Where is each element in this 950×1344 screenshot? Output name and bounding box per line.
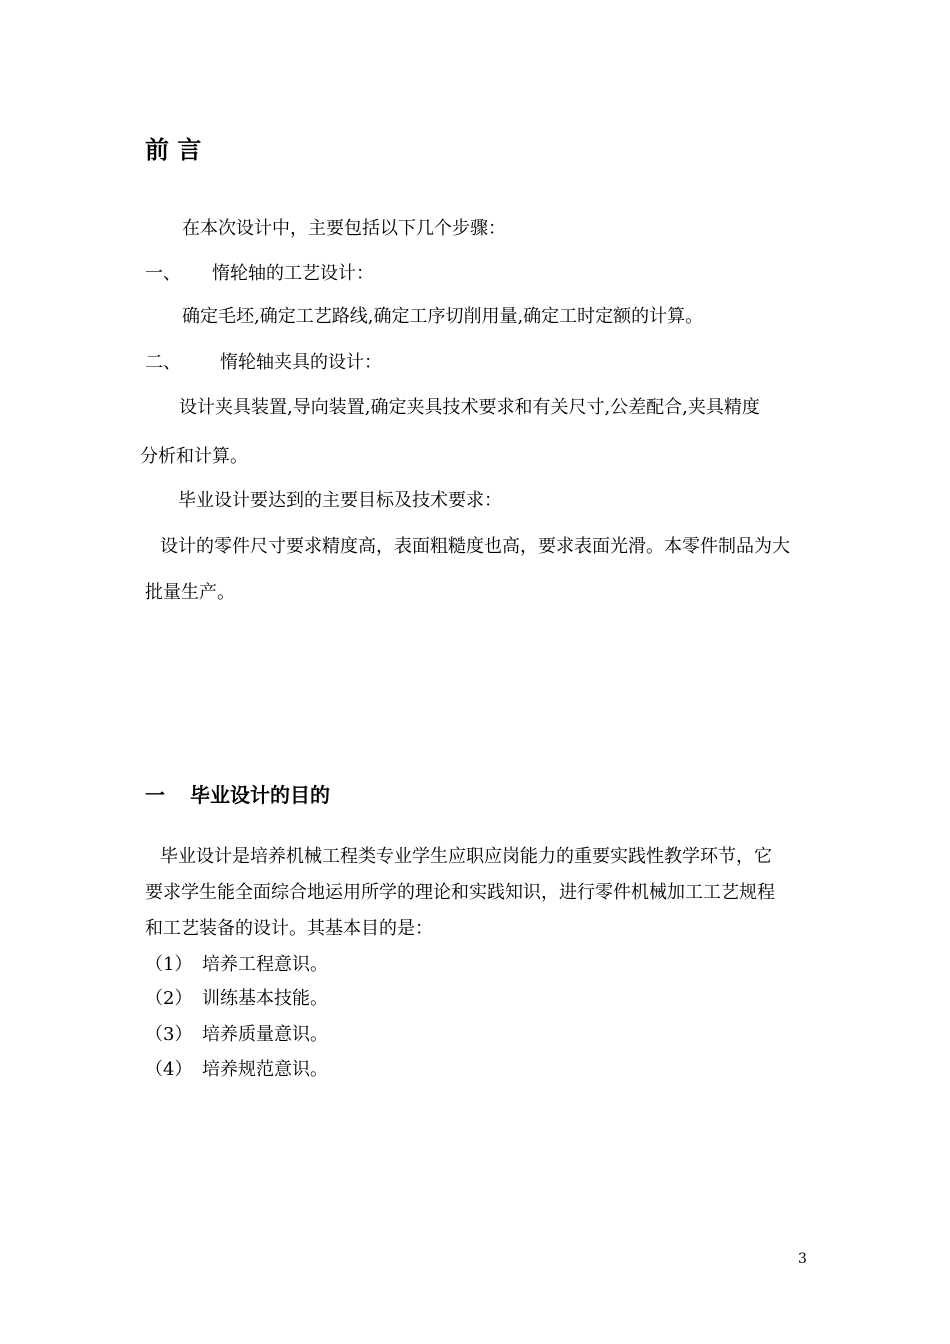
list-item-text: 训练基本技能。 bbox=[202, 988, 328, 1009]
step2-description-line1: 设计夹具装置,导向装置,确定夹具技术要求和有关尺寸,公差配合,夹具精度 bbox=[179, 397, 760, 418]
preface-intro: 在本次设计中，主要包括以下几个步骤： bbox=[182, 218, 506, 239]
goal-title: 毕业设计要达到的主要目标及技术要求： bbox=[178, 490, 502, 511]
step2-description-line2: 分析和计算。 bbox=[140, 446, 248, 467]
list-item-text: 培养规范意识。 bbox=[202, 1059, 328, 1080]
step2-number: 二、 bbox=[145, 352, 181, 373]
section1-paragraph-line3: 和工艺装备的设计。其基本目的是： bbox=[145, 918, 433, 939]
section1-paragraph-line1: 毕业设计是培养机械工程类专业学生应职应岗能力的重要实践性教学环节，它 bbox=[160, 846, 772, 867]
page-number: 3 bbox=[798, 1251, 807, 1267]
preface-title: 前 言 bbox=[145, 136, 202, 164]
step1-number: 一、 bbox=[145, 263, 181, 284]
list-item-text: 培养质量意识。 bbox=[202, 1024, 328, 1045]
section1-paragraph-line2: 要求学生能全面综合地运用所学的理论和实践知识，进行零件机械加工工艺规程 bbox=[145, 882, 775, 903]
list-item-text: 培养工程意识。 bbox=[202, 954, 328, 975]
section1-number: 一 bbox=[145, 783, 165, 807]
list-item-number: （1） bbox=[145, 954, 193, 975]
list-item-number: （3） bbox=[145, 1024, 193, 1045]
section1-title: 毕业设计的目的 bbox=[190, 783, 330, 807]
goal-line1: 设计的零件尺寸要求精度高，表面粗糙度也高，要求表面光滑。本零件制品为大 bbox=[160, 536, 790, 557]
step1-description: 确定毛坯,确定工艺路线,确定工序切削用量,确定工时定额的计算。 bbox=[182, 306, 704, 327]
list-item-number: （4） bbox=[145, 1059, 193, 1080]
goal-line2: 批量生产。 bbox=[145, 582, 235, 603]
list-item-number: （2） bbox=[145, 988, 193, 1009]
step1-title: 惰轮轴的工艺设计： bbox=[212, 263, 374, 284]
step2-title: 惰轮轴夹具的设计： bbox=[220, 352, 382, 373]
